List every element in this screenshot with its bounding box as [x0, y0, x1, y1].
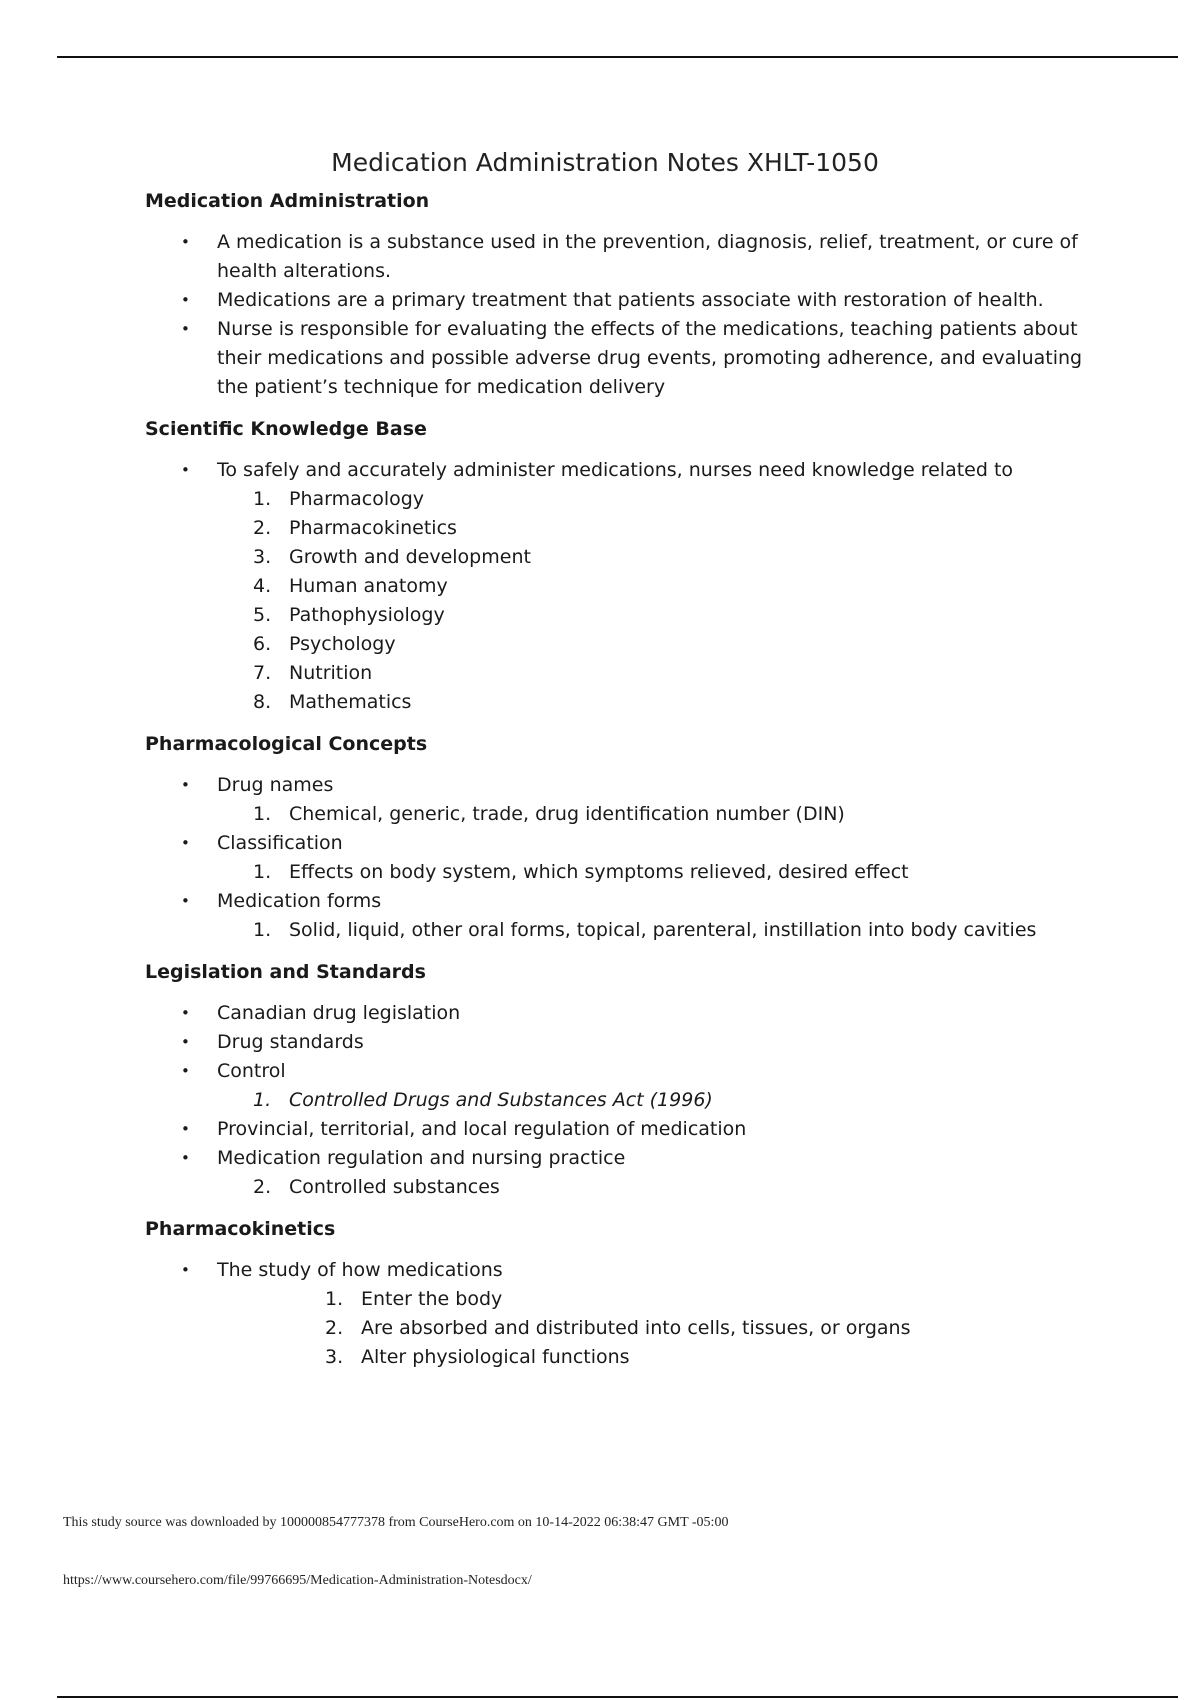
bullet-icon: •: [181, 892, 190, 910]
list-item: • Medication regulation and nursing practice 2. Controlled substances: [145, 1144, 1105, 1202]
list-item: 2. Are absorbed and distributed into cells, tissues, or organs: [325, 1317, 911, 1339]
numbered-list: [217, 916, 1105, 945]
bullet-icon: •: [181, 776, 190, 794]
bullet-list: [145, 999, 1105, 1202]
section-pharmacokinetics: [145, 1216, 1105, 1372]
list-item: 1. Enter the body: [325, 1288, 503, 1310]
bullet-icon: •: [181, 1033, 190, 1051]
list-item: • The study of how medications 1. Enter the body 2. Are absorbed and distributed into cells, tissues, or organs 3. Alter physiological functions: [145, 1256, 1105, 1372]
bullet-list: [145, 228, 1105, 402]
top-rule: [57, 56, 1178, 58]
bullet-icon: •: [181, 1149, 190, 1167]
list-item: 1. Solid, liquid, other oral forms, topical, parenteral, instillation into body cavities: [253, 919, 1037, 941]
bullet-list: [145, 771, 1105, 945]
section-heading: Medication Administration: [145, 190, 430, 212]
section-pharmacological-concepts: [145, 731, 1105, 945]
list-item: • Nurse is responsible for evaluating the effects of the medications, teaching patients about their medications and possible adverse drug events, promoting adherence, and evaluating the patient’s technique for medication delivery: [145, 315, 1105, 402]
list-item: • Provincial, territorial, and local regulation of medication: [145, 1115, 1105, 1144]
section-scientific-knowledge-base: [145, 416, 1105, 717]
list-item: 3. Alter physiological functions: [325, 1346, 630, 1368]
list-item: 4. Human anatomy: [253, 575, 448, 597]
list-item: 1. Controlled Drugs and Substances Act (1996): [253, 1089, 713, 1111]
numbered-list: [217, 858, 1105, 887]
bullet-icon: •: [181, 1261, 190, 1279]
bullet-icon: •: [181, 461, 190, 479]
list-item: • To safely and accurately administer medications, nurses need knowledge related to 1. Pharmacology 2. Pharmacokinetics 3. Growth and development 4. Human anatomy 5. Pathophysiology 6. Psychology 7. Nutrition 8. Mathematics: [145, 456, 1105, 717]
numbered-list: [217, 1285, 1105, 1372]
list-item: 5. Pathophysiology: [253, 604, 445, 626]
section-medication-administration: [145, 188, 1105, 402]
list-item: • Medications are a primary treatment that patients associate with restoration of health.: [145, 286, 1105, 315]
section-heading: Scientific Knowledge Base: [145, 418, 427, 440]
list-item: 2. Controlled substances: [253, 1176, 500, 1198]
list-item: • Medication forms 1. Solid, liquid, other oral forms, topical, parenteral, instillation into body cavities: [145, 887, 1105, 945]
bullet-icon: •: [181, 1120, 190, 1138]
list-item: • Canadian drug legislation: [145, 999, 1105, 1028]
list-item: • Drug standards: [145, 1028, 1105, 1057]
section-heading: Pharmacological Concepts: [145, 733, 428, 755]
list-item: • Drug names 1. Chemical, generic, trade, drug identification number (DIN): [145, 771, 1105, 829]
page-title: Medication Administration Notes XHLT-1050: [331, 148, 879, 177]
list-item: 6. Psychology: [253, 633, 396, 655]
list-item: 7. Nutrition: [253, 662, 373, 684]
list-item: • Control 1. Controlled Drugs and Substances Act (1996): [145, 1057, 1105, 1115]
numbered-list: [217, 1086, 1105, 1115]
list-item: 1. Effects on body system, which symptoms relieved, desired effect: [253, 861, 909, 883]
source-url: https://www.coursehero.com/file/99766695/Medication-Administration-Notesdocx/: [63, 1573, 532, 1588]
list-item: • A medication is a substance used in the prevention, diagnosis, relief, treatment, or cure of health alterations.: [145, 228, 1105, 286]
numbered-list: [217, 800, 1105, 829]
numbered-list: [217, 1173, 1105, 1202]
section-legislation-standards: [145, 959, 1105, 1202]
bullet-list: [145, 1256, 1105, 1372]
section-heading: Legislation and Standards: [145, 961, 426, 983]
bullet-icon: •: [181, 320, 190, 338]
list-item: 8. Mathematics: [253, 691, 412, 713]
list-item: 2. Pharmacokinetics: [253, 517, 457, 539]
list-item: • Classification 1. Effects on body system, which symptoms relieved, desired effect: [145, 829, 1105, 887]
bottom-rule: [57, 1696, 1178, 1698]
bullet-icon: •: [181, 1062, 190, 1080]
bullet-icon: •: [181, 233, 190, 251]
bullet-icon: •: [181, 291, 190, 309]
bullet-icon: •: [181, 834, 190, 852]
numbered-list: [217, 485, 1105, 717]
list-item: 3. Growth and development: [253, 546, 531, 568]
document-body: [145, 146, 1105, 1386]
list-item: 1. Chemical, generic, trade, drug identification number (DIN): [253, 803, 845, 825]
bullet-icon: •: [181, 1004, 190, 1022]
list-item: 1. Pharmacology: [253, 488, 425, 510]
section-heading: Pharmacokinetics: [145, 1218, 336, 1240]
bullet-list: [145, 456, 1105, 717]
source-download-note: This study source was downloaded by 100000854777378 from CourseHero.com on 10-14-2022 06:38:47 GMT -05:00: [63, 1515, 729, 1530]
